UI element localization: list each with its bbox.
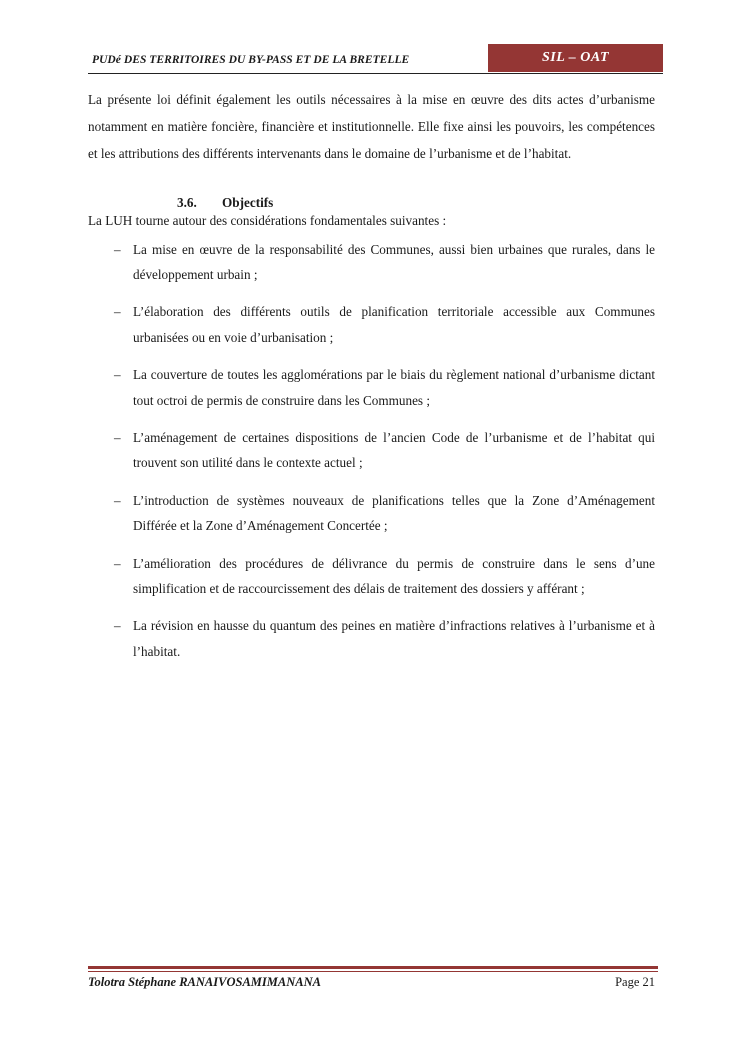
- page-footer: [88, 966, 658, 996]
- page-body: [88, 86, 655, 676]
- intro-paragraph: La présente loi définit également les outils nécessaires à la mise en œuvre des dits actes d’urbanisme notamment en matière foncière, financière et institutionnelle. Elle fixe ainsi les pouvoirs, les compétences et les attributions des différents intervenants dans le domaine de l’urbanisme et de l’habitat.: [88, 92, 655, 162]
- list-item: [88, 551, 655, 602]
- list-item: [88, 362, 655, 413]
- list-item-text: L’amélioration des procédures de délivrance du permis de construire dans le sens d’une simplification et de raccourcissement des délais de traitement des dossiers y afférant ;: [133, 555, 655, 597]
- footer-rule: [88, 966, 658, 969]
- page-number: Page 21: [615, 975, 655, 989]
- section-number: 3.6.: [177, 194, 197, 210]
- header-rule: [88, 73, 663, 74]
- list-item: [88, 613, 655, 664]
- bullet-dash: –: [114, 492, 121, 508]
- list-item-text: L’introduction de systèmes nouveaux de planifications telles que la Zone d’Aménagement Différée et la Zone d’Aménagement Concertée ;: [133, 492, 655, 534]
- lead-sentence: La LUH tourne autour des considérations fondamentales suivantes :: [88, 212, 447, 228]
- list-item: [88, 299, 655, 350]
- page-header: [88, 44, 663, 74]
- list-item-text: La révision en hausse du quantum des peines en matière d’infractions relatives à l’urbanisme et à l’habitat.: [133, 618, 655, 659]
- list-item-text: La couverture de toutes les agglomérations par le biais du règlement national d’urbanisme dictant tout octroi de permis de construire dans les Communes ;: [133, 367, 655, 408]
- list-item-text: L’élaboration des différents outils de planification territoriale accessible aux Communes urbanisées ou en voie d’urbanisation ;: [133, 304, 655, 345]
- list-item: [88, 237, 655, 288]
- section-heading: [88, 194, 655, 212]
- footer-author: Tolotra Stéphane RANAIVOSAMIMANANA: [88, 975, 321, 989]
- bullet-dash: –: [114, 618, 121, 634]
- bullet-dash: –: [114, 555, 121, 571]
- list-item-text: L’aménagement de certaines dispositions de l’ancien Code de l’urbanisme et de l’habitat qui trouvent son utilité dans le contexte actuel ;: [133, 430, 655, 471]
- list-item-text: La mise en œuvre de la responsabilité des Communes, aussi bien urbaines que rurales, dans le développement urbain ;: [133, 241, 655, 283]
- objectives-list: [88, 237, 655, 665]
- bullet-dash: –: [114, 304, 121, 320]
- list-item: [88, 488, 655, 539]
- footer-rule-thin: [88, 971, 658, 972]
- bullet-dash: –: [114, 241, 121, 257]
- bullet-dash: –: [114, 367, 121, 383]
- section-title: Objectifs: [222, 194, 274, 210]
- list-item: [88, 425, 655, 476]
- header-badge: SIL – OAT: [488, 44, 663, 72]
- header-title: PUDé DES TERRITOIRES DU BY-PASS ET DE LA BRETELLE: [92, 54, 410, 66]
- bullet-dash: –: [114, 430, 121, 446]
